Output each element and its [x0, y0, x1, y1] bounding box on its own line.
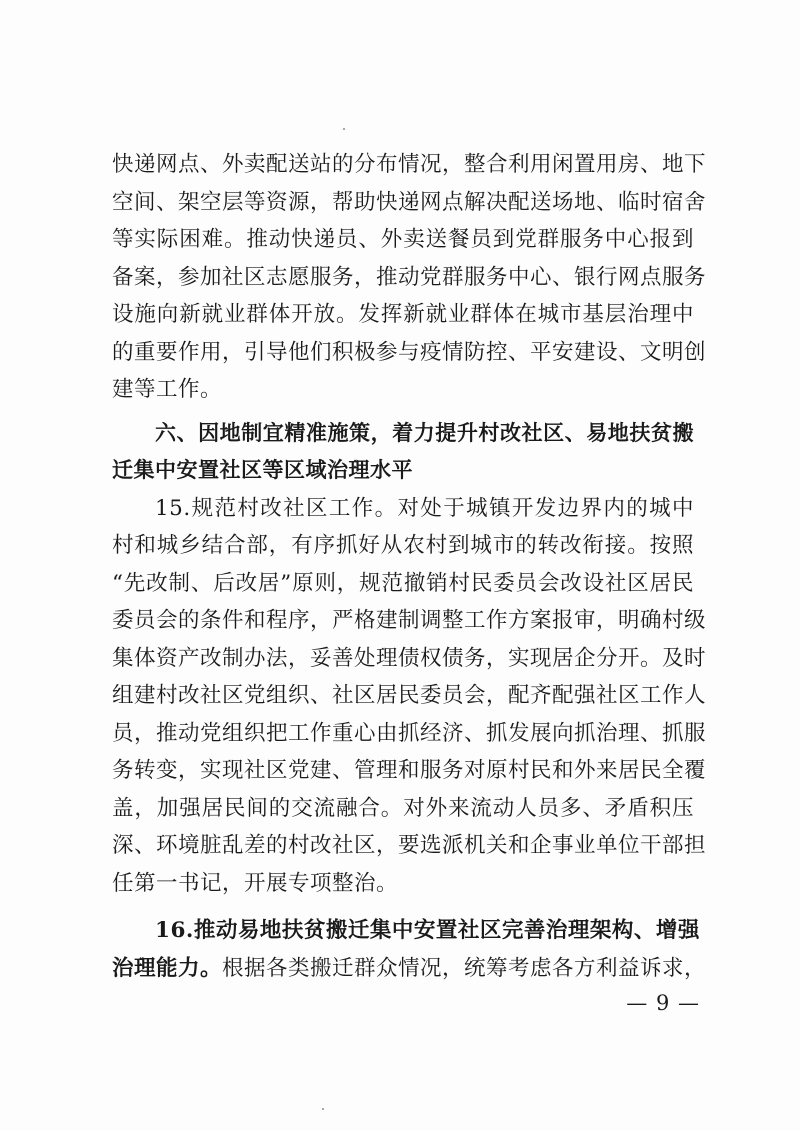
text-line — [112, 490, 694, 528]
text-line: 集体资产改制办法，妥善处理债权债务，实现居企分开。及时 — [112, 645, 707, 671]
continued-paragraph — [112, 146, 707, 409]
scan-speck — [343, 128, 345, 130]
text-line: 空间、架空层等资源，帮助快递网点解决配送场地、临时宿舍 — [112, 189, 707, 215]
text-line: 备案，参加社区志愿服务，推动党群服务中心、银行网点服务 — [112, 264, 707, 290]
text-line: 任第一书记，开展专项整治。 — [112, 870, 399, 896]
text-line: 组建村改社区党组织、社区居民委员会，配齐配强社区工作人 — [112, 683, 707, 708]
item-15-text: 对处于城镇开发边界内的城中 — [397, 495, 694, 521]
heading-line: 迁集中安置社区等区域治理水平 — [112, 458, 413, 482]
item-16-title-line: 16.推动易地扶贫搬迁集中安置社区完善治理架构、增强 — [155, 918, 700, 943]
text-line: 的重要作用，引导他们积极参与疫情防控、平安建设、文明创 — [112, 339, 707, 365]
text-line: 盖，加强居民间的交流融合。对外来流动人员多、矛盾积压 — [112, 795, 694, 821]
text-line: 深、环境脏乱差的村改社区，要选派机关和企事业单位干部担 — [112, 833, 707, 858]
item-16-title-end: 治理能力。 — [112, 955, 223, 981]
text-line: 员，推动党组织把工作重心由抓经济、抓发展向抓治理、抓服 — [112, 720, 707, 746]
text-line: 务转变，实现社区党建、管理和服务对原村民和外来居民全覆 — [112, 758, 707, 783]
text-line: 委员会的条件和程序，严格建制调整工作方案报审，明确村级 — [112, 608, 707, 633]
text-line: 等实际困难。推动快递员、外卖送餐员到党群服务中心报到 — [112, 227, 694, 252]
section-heading — [112, 415, 694, 490]
page-number: — 9 — — [626, 991, 700, 1015]
item-16-text: 根据各类搬迁群众情况，统筹考虑各方利益诉求， — [222, 955, 707, 981]
text-line: 设施向新就业群体开放。发挥新就业群体在城市基层治理中 — [112, 302, 694, 327]
heading-line: 六、因地制宜精准施策，着力提升村改社区、易地扶贫搬 — [155, 420, 694, 445]
text-line — [112, 950, 707, 988]
text-line: “先改制、后改居”原则，规范撤销村民委员会改设社区居民 — [112, 570, 694, 596]
text-line: 村和城乡结合部，有序抓好从农村到城市的转改衔接。按照 — [112, 533, 694, 558]
item-16-paragraph — [112, 912, 707, 987]
item-15-paragraph — [112, 490, 707, 903]
text-line: 快递网点、外卖配送站的分布情况，整合利用闲置用房、地下 — [112, 152, 707, 177]
text-line: 建等工作。 — [112, 377, 223, 402]
item-15-title: 15.规范村改社区工作。 — [155, 495, 398, 521]
scan-speck — [322, 1108, 324, 1110]
document-body — [112, 146, 707, 987]
